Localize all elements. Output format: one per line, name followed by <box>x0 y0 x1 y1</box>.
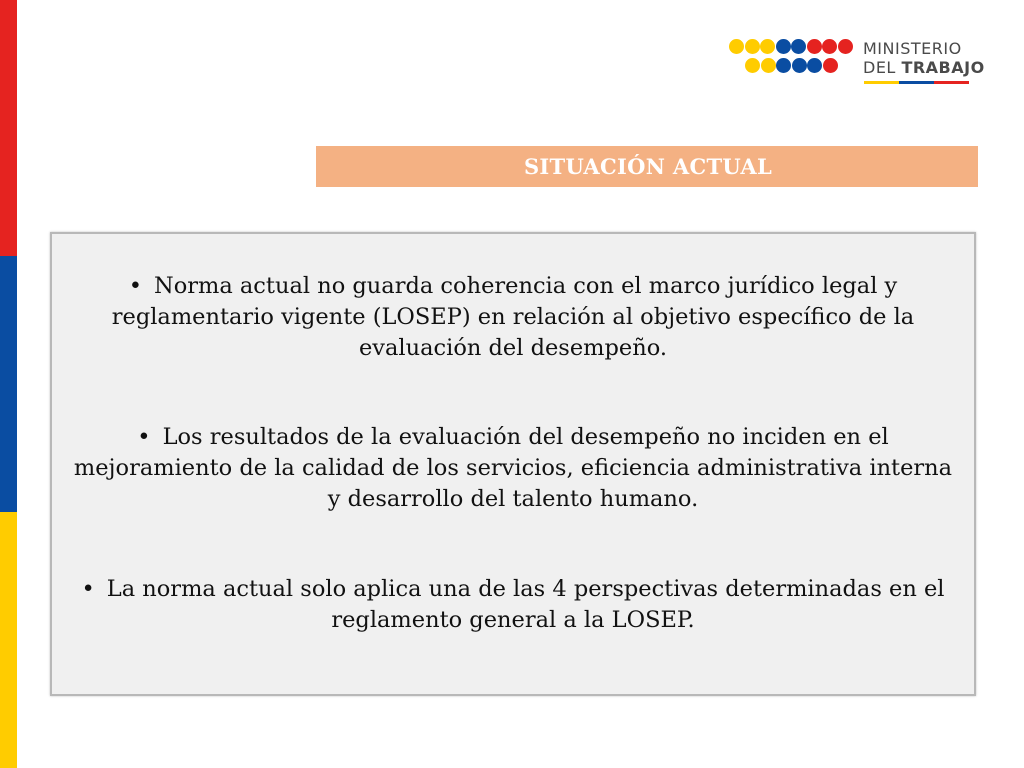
logo-underline-blue <box>899 81 934 84</box>
logo-underline-red <box>934 81 969 84</box>
logo-dot <box>745 58 760 73</box>
logo-dot <box>776 39 791 54</box>
logo-dot <box>729 39 744 54</box>
bullet-item <box>66 422 960 515</box>
logo-underline <box>864 81 969 84</box>
logo-dot <box>776 58 791 73</box>
bullet-text: Norma actual no guarda coherencia con el marco jurídico legal y reglamentario vigente (LOSEP) en relación al objetivo específico de la evaluación del desempeño. <box>111 273 915 361</box>
logo-dot <box>807 39 822 54</box>
logo-dot <box>745 39 760 54</box>
logo-underline-yellow <box>864 81 899 84</box>
logo-dot <box>792 58 807 73</box>
content-box <box>50 232 976 696</box>
bullet-marker: • <box>137 424 151 450</box>
logo-dot <box>760 39 775 54</box>
bullet-text: Los resultados de la evaluación del desempeño no inciden en el mejoramiento de la calidad de los servicios, eficiencia administrativa interna y desarrollo del talento humano. <box>73 424 953 512</box>
logo-dot <box>761 58 776 73</box>
band-blue <box>0 256 17 512</box>
bullet-marker: • <box>128 273 142 299</box>
bullet-marker: • <box>81 576 95 602</box>
bullet-item <box>66 574 960 636</box>
logo-dot <box>822 39 837 54</box>
logo-dot <box>838 39 853 54</box>
band-yellow <box>0 512 17 768</box>
title-bar <box>316 146 978 187</box>
page-title: SITUACIÓN ACTUAL <box>523 154 773 179</box>
logo-dot <box>791 39 806 54</box>
bullet-item <box>66 271 960 364</box>
logo-line2: DEL TRABAJO <box>863 58 985 77</box>
bullet-text: La norma actual solo aplica una de las 4 perspectivas determinadas en el reglamento general a la LOSEP. <box>106 576 945 633</box>
ministerio-logo <box>728 38 998 90</box>
band-red <box>0 0 17 256</box>
logo-dot <box>823 58 838 73</box>
logo-dots-icon <box>728 38 853 78</box>
logo-line1: MINISTERIO <box>863 39 962 58</box>
logo-dot <box>807 58 822 73</box>
tricolor-band <box>0 0 17 768</box>
